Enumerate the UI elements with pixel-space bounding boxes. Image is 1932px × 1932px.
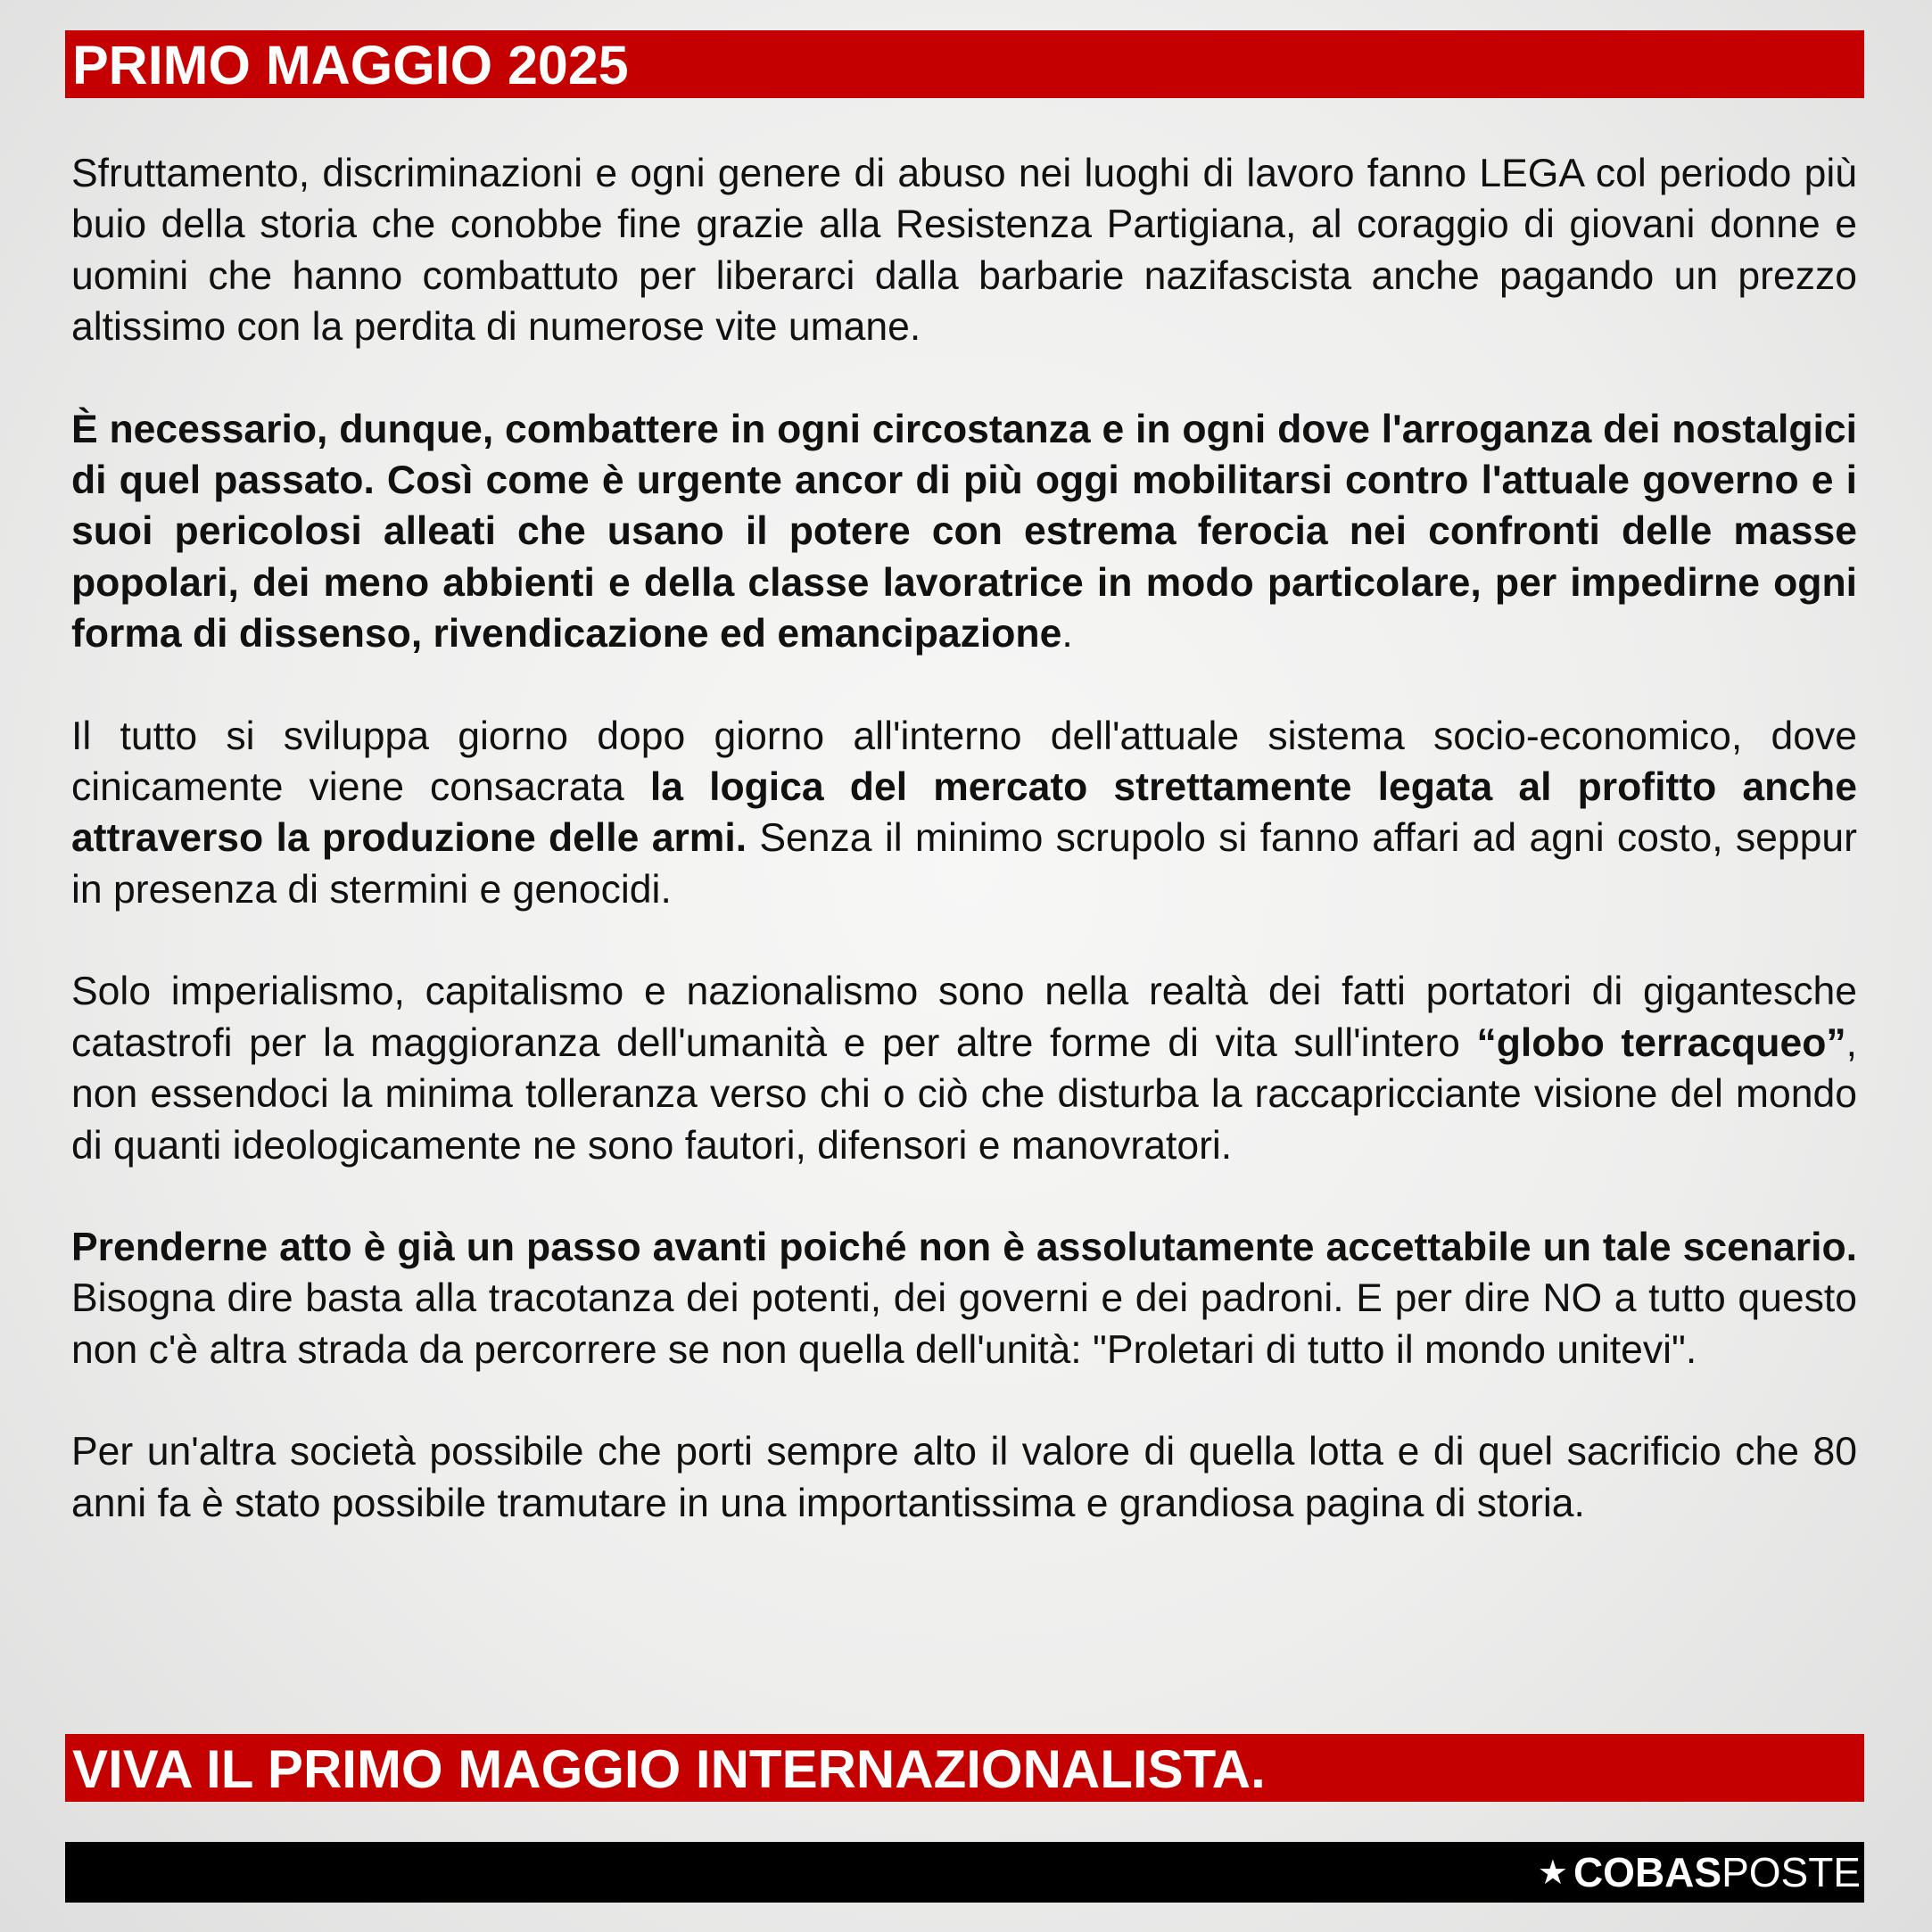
paragraph <box>71 148 1857 353</box>
text-segment: Senza il minimo scrupolo si fanno affari ad agni costo, seppur in presenza di stermini e genocidi. <box>71 816 1857 912</box>
paragraph <box>71 1426 1857 1529</box>
title-banner <box>65 30 1864 98</box>
paragraph <box>71 966 1857 1171</box>
text-segment: Solo imperialismo, capitalismo e nazionalismo sono nella realtà dei fatti portatori di gigantesche catastrofi per la maggioranza dell'umanità e per altre forme di vita sull'intero <box>71 970 1857 1065</box>
paragraph <box>71 404 1857 660</box>
brand-name-bold: COBAS <box>1573 1849 1722 1895</box>
bold-text-segment: la logica del mercato strettamente legata al profitto anche attraverso la produzione delle armi. <box>71 765 1857 861</box>
bold-text-segment: “globo terracqueo” <box>1476 1020 1846 1065</box>
text-segment: , non essendoci la minima tolleranza verso chi o ciò che disturba la raccapricciante visione del mondo di quanti ideologicamente ne sono fautori, difensori e manovratori. <box>71 1020 1857 1168</box>
star-icon: ★ <box>1537 1854 1568 1892</box>
text-segment: Sfruttamento, discriminazioni e ogni genere di abuso nei luoghi di lavoro fanno LEGA col periodo più buio della storia che conobbe fine grazie alla Resistenza Partigiana, al coraggio di giovani donne e uomini che hanno combattuto per liberarci dalla barbarie nazifascista anche pagando un prezzo altissimo con la perdita di numerose vite umane. <box>71 152 1857 350</box>
closing-banner <box>65 1734 1864 1802</box>
text-segment: . <box>1061 612 1073 656</box>
closing-slogan: VIVA IL PRIMO MAGGIO INTERNAZIONALISTA. <box>72 1739 1266 1799</box>
page-title: PRIMO MAGGIO 2025 <box>72 35 629 95</box>
paragraph <box>71 711 1857 916</box>
body-text <box>71 148 1857 1580</box>
paragraph <box>71 1222 1857 1375</box>
text-segment: Per un'altra società possibile che porti sempre alto il valore di quella lotta e di quel sacrificio che 80 anni fa è stato possibile tramutare in una importantissima e grandiosa pagina di storia. <box>71 1430 1857 1525</box>
footer-bar <box>65 1842 1864 1903</box>
bold-text-segment: Prenderne atto è già un passo avanti poiché non è assolutamente accettabile un tale scenario. <box>71 1225 1857 1269</box>
bold-text-segment: È necessario, dunque, combattere in ogni circostanza e in ogni dove l'arroganza dei nostalgici di quel passato. Così come è urgente ancor di più oggi mobilitarsi contro l'attuale governo e i suoi pericolosi alleati che usano il potere con estrema ferocia nei confronti delle masse popolari, dei meno abbienti e della classe lavoratrice in modo particolare, per impedirne ogni forma di dissenso, rivendicazione ed emancipazione <box>71 407 1857 656</box>
brand-name-light: POSTE <box>1721 1849 1861 1895</box>
text-segment: Il tutto si sviluppa giorno dopo giorno all'interno dell'attuale sistema socio-economico, dove cinicamente viene consacrata <box>71 714 1857 810</box>
text-segment: Bisogna dire basta alla tracotanza dei potenti, dei governi e dei padroni. E per dire NO a tutto questo non c'è altra strada da percorrere se non quella dell'unità: "Proletari di tutto il mondo unitevi". <box>71 1276 1857 1372</box>
